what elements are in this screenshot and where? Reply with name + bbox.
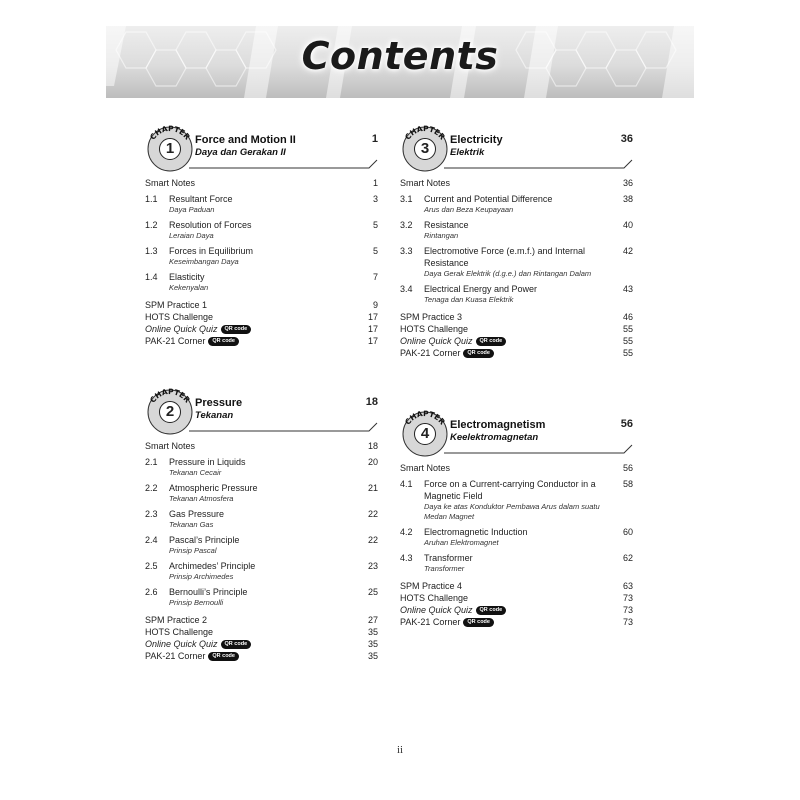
extra-label: SPM Practice 4 [400, 581, 463, 591]
chapter-1 [145, 122, 378, 347]
section-page: 25 [367, 587, 378, 597]
extra-label: SPM Practice 2 [145, 615, 208, 625]
section-page: 5 [372, 246, 378, 256]
smart-notes-row[interactable] [145, 440, 378, 452]
extra-row[interactable] [400, 335, 633, 347]
section-subtitle: Daya Paduan [169, 205, 215, 214]
smart-notes-row[interactable] [400, 177, 633, 189]
chapter-underline [189, 157, 379, 169]
extra-label: HOTS Challenge [145, 312, 214, 322]
section-subtitle: Tekanan Gas [169, 520, 214, 529]
chapter-subtitle: Elektrik [450, 147, 485, 158]
extra-row[interactable] [400, 311, 633, 323]
chapter-page: 18 [365, 396, 378, 408]
section-subtitle: Rintangan [424, 231, 459, 240]
extra-row[interactable] [400, 592, 633, 604]
section-number: 2.4 [145, 535, 158, 545]
chapter-subtitle: Daya dan Gerakan II [195, 147, 286, 158]
svg-text:CHAPTER: CHAPTER [148, 386, 192, 405]
section-title: Electromagnetic Induction [424, 527, 528, 537]
section-number: 1.3 [145, 246, 158, 256]
section-page: 62 [622, 553, 633, 563]
extra-row[interactable] [145, 323, 378, 335]
section-title: Resultant Force [169, 194, 233, 204]
extra-row[interactable] [145, 299, 378, 311]
extra-page: 35 [367, 651, 378, 661]
extra-page: 46 [622, 312, 633, 322]
extra-page: 55 [622, 336, 633, 346]
section-title: Force on a Current-carrying Conductor in a Magnetic Field [424, 479, 596, 501]
extra-page: 73 [622, 593, 633, 603]
section-number: 4.1 [400, 479, 413, 489]
section-row[interactable] [400, 193, 633, 215]
section-number: 3.4 [400, 284, 413, 294]
qr-code-badge[interactable]: QR code [463, 349, 494, 358]
chapter-4 [400, 407, 633, 628]
chapter-underline [444, 157, 634, 169]
extra-label: PAK-21 Corner [400, 348, 461, 358]
qr-code-badge[interactable]: QR code [221, 325, 252, 334]
chapter-underline [444, 442, 634, 454]
qr-code-badge[interactable]: QR code [463, 618, 494, 627]
section-row[interactable] [145, 586, 378, 608]
extra-page: 17 [367, 324, 378, 334]
section-page: 22 [367, 535, 378, 545]
section-row[interactable] [145, 271, 378, 293]
extra-page: 17 [367, 312, 378, 322]
smart-notes-label: Smart Notes [145, 178, 196, 188]
section-subtitle: Transformer [424, 564, 465, 573]
section-number: 1.4 [145, 272, 158, 282]
extra-label: PAK-21 Corner [400, 617, 461, 627]
section-row[interactable] [400, 283, 633, 305]
section-number: 3.2 [400, 220, 413, 230]
section-number: 3.3 [400, 246, 413, 256]
extra-row[interactable] [400, 604, 633, 616]
smart-notes-row[interactable] [400, 462, 633, 474]
extra-label: Online Quick Quiz [145, 639, 218, 649]
qr-code-badge[interactable]: QR code [476, 337, 507, 346]
section-row[interactable] [400, 552, 633, 574]
section-page: 40 [622, 220, 633, 230]
chapter-number: 4 [414, 423, 436, 445]
section-title: Transformer [424, 553, 473, 563]
section-title: Gas Pressure [169, 509, 225, 519]
section-page: 22 [367, 509, 378, 519]
section-row[interactable] [145, 560, 378, 582]
smart-notes-page: 36 [622, 178, 633, 188]
qr-code-badge[interactable]: QR code [208, 652, 239, 661]
chapter-page: 36 [620, 133, 633, 145]
extra-row[interactable] [400, 580, 633, 592]
section-subtitle: Kekenyalan [169, 283, 209, 292]
section-number: 1.2 [145, 220, 158, 230]
chapter-page: 56 [620, 418, 633, 430]
section-row[interactable] [145, 245, 378, 267]
extra-page: 55 [622, 348, 633, 358]
section-page: 43 [622, 284, 633, 294]
chapter-number: 3 [414, 138, 436, 160]
chapter-title[interactable]: Force and Motion II [195, 134, 296, 146]
section-title: Current and Potential Difference [424, 194, 553, 204]
section-number: 2.6 [145, 587, 158, 597]
section-page: 60 [622, 527, 633, 537]
chapter-3 [400, 122, 633, 359]
section-subtitle: Tenaga dan Kuasa Elektrik [424, 295, 514, 304]
smart-notes-page: 56 [622, 463, 633, 473]
section-page: 20 [367, 457, 378, 467]
section-page: 42 [622, 246, 633, 256]
extra-label: PAK-21 Corner [145, 651, 206, 661]
chapter-subtitle: Tekanan [195, 410, 234, 421]
section-row[interactable] [400, 245, 633, 279]
extra-label: Online Quick Quiz [145, 324, 218, 334]
section-row[interactable] [145, 508, 378, 530]
svg-text:CHAPTER: CHAPTER [403, 408, 447, 427]
chapter-header [145, 385, 378, 440]
chapter-title[interactable]: Pressure [195, 397, 243, 409]
chapter-header [400, 122, 633, 177]
section-number: 4.3 [400, 553, 413, 563]
section-subtitle: Keseimbangan Daya [169, 257, 239, 266]
page-title: Contents [301, 34, 499, 78]
extra-row[interactable] [145, 311, 378, 323]
extra-page: 55 [622, 324, 633, 334]
qr-code-badge[interactable]: QR code [208, 337, 239, 346]
extra-page: 35 [367, 639, 378, 649]
extra-label: SPM Practice 1 [145, 300, 208, 310]
section-number: 3.1 [400, 194, 413, 204]
section-page: 3 [372, 194, 378, 204]
chapter-subtitle: Keelektromagnetan [450, 432, 539, 443]
chapter-2 [145, 385, 378, 662]
section-subtitle: Arus dan Beza Keupayaan [424, 205, 514, 214]
extra-row[interactable] [145, 638, 378, 650]
extra-row[interactable] [145, 650, 378, 662]
section-title: Archimedes’ Principle [169, 561, 256, 571]
section-number: 2.3 [145, 509, 158, 519]
section-title: Electrical Energy and Power [424, 284, 538, 294]
smart-notes-row[interactable] [145, 177, 378, 189]
extra-page: 27 [367, 615, 378, 625]
extra-row[interactable] [400, 323, 633, 335]
section-row[interactable] [145, 219, 378, 241]
qr-code-badge[interactable]: QR code [221, 640, 252, 649]
section-subtitle: Leraian Daya [169, 231, 214, 240]
extra-label: Online Quick Quiz [400, 605, 473, 615]
extra-row[interactable] [145, 614, 378, 626]
section-subtitle: Daya ke atas Konduktor Pembawa Arus dalam suatu Medan Magnet [424, 502, 600, 521]
smart-notes-label: Smart Notes [145, 441, 196, 451]
extra-page: 73 [622, 605, 633, 615]
extra-row[interactable] [400, 616, 633, 628]
section-title: Bernoulli’s Principle [169, 587, 248, 597]
chapter-number: 1 [159, 138, 181, 160]
section-subtitle: Prinsip Bernoulli [169, 598, 224, 607]
chapter-title[interactable]: Electricity [450, 134, 503, 146]
extra-page: 73 [622, 617, 633, 627]
chapter-page: 1 [371, 133, 378, 145]
section-page: 7 [372, 272, 378, 282]
chapter-underline [189, 420, 379, 432]
section-title: Atmospheric Pressure [169, 483, 258, 493]
extra-label: HOTS Challenge [400, 324, 469, 334]
svg-text:CHAPTER: CHAPTER [403, 123, 447, 142]
extra-row[interactable] [400, 347, 633, 359]
section-row[interactable] [400, 478, 633, 522]
smart-notes-label: Smart Notes [400, 463, 451, 473]
section-subtitle: Prinsip Pascal [169, 546, 217, 555]
chapter-header [145, 122, 378, 177]
contents-banner [106, 26, 694, 98]
section-subtitle: Tekanan Atmosfera [169, 494, 234, 503]
section-subtitle: Daya Gerak Elektrik (d.g.e.) dan Rintangan Dalam [424, 269, 592, 278]
section-subtitle: Prinsip Archimedes [169, 572, 234, 581]
smart-notes-page: 18 [367, 441, 378, 451]
section-page: 5 [372, 220, 378, 230]
section-row[interactable] [145, 456, 378, 478]
extra-page: 17 [367, 336, 378, 346]
section-number: 2.1 [145, 457, 158, 467]
extra-label: HOTS Challenge [400, 593, 469, 603]
section-page: 38 [622, 194, 633, 204]
section-subtitle: Tekanan Cecair [169, 468, 222, 477]
section-page: 58 [622, 479, 633, 489]
smart-notes-label: Smart Notes [400, 178, 451, 188]
section-page: 21 [367, 483, 378, 493]
extra-label: Online Quick Quiz [400, 336, 473, 346]
section-title: Elasticity [169, 272, 205, 282]
section-row[interactable] [145, 482, 378, 504]
chapter-title[interactable]: Electromagnetism [450, 419, 546, 431]
extra-row[interactable] [145, 626, 378, 638]
section-row[interactable] [145, 534, 378, 556]
extra-label: HOTS Challenge [145, 627, 214, 637]
extra-page: 9 [372, 300, 378, 310]
svg-text:CHAPTER: CHAPTER [148, 123, 192, 142]
chapter-number: 2 [159, 401, 181, 423]
section-row[interactable] [400, 526, 633, 548]
section-row[interactable] [400, 219, 633, 241]
page-number: ii [396, 744, 404, 756]
extra-page: 35 [367, 627, 378, 637]
section-title: Electromotive Force (e.m.f.) and Internal Resistance [424, 246, 586, 268]
section-title: Pressure in Liquids [169, 457, 246, 467]
extra-row[interactable] [145, 335, 378, 347]
section-title: Forces in Equilibrium [169, 246, 254, 256]
section-number: 2.2 [145, 483, 158, 493]
section-title: Pascal’s Principle [169, 535, 240, 545]
extra-label: SPM Practice 3 [400, 312, 463, 322]
section-page: 23 [367, 561, 378, 571]
section-subtitle: Aruhan Elektromagnet [424, 538, 499, 547]
section-row[interactable] [145, 193, 378, 215]
section-number: 1.1 [145, 194, 158, 204]
section-title: Resistance [424, 220, 469, 230]
smart-notes-page: 1 [372, 178, 378, 188]
section-title: Resolution of Forces [169, 220, 252, 230]
qr-code-badge[interactable]: QR code [476, 606, 507, 615]
section-number: 4.2 [400, 527, 413, 537]
extra-label: PAK-21 Corner [145, 336, 206, 346]
chapter-header [400, 407, 633, 462]
section-number: 2.5 [145, 561, 158, 571]
extra-page: 63 [622, 581, 633, 591]
